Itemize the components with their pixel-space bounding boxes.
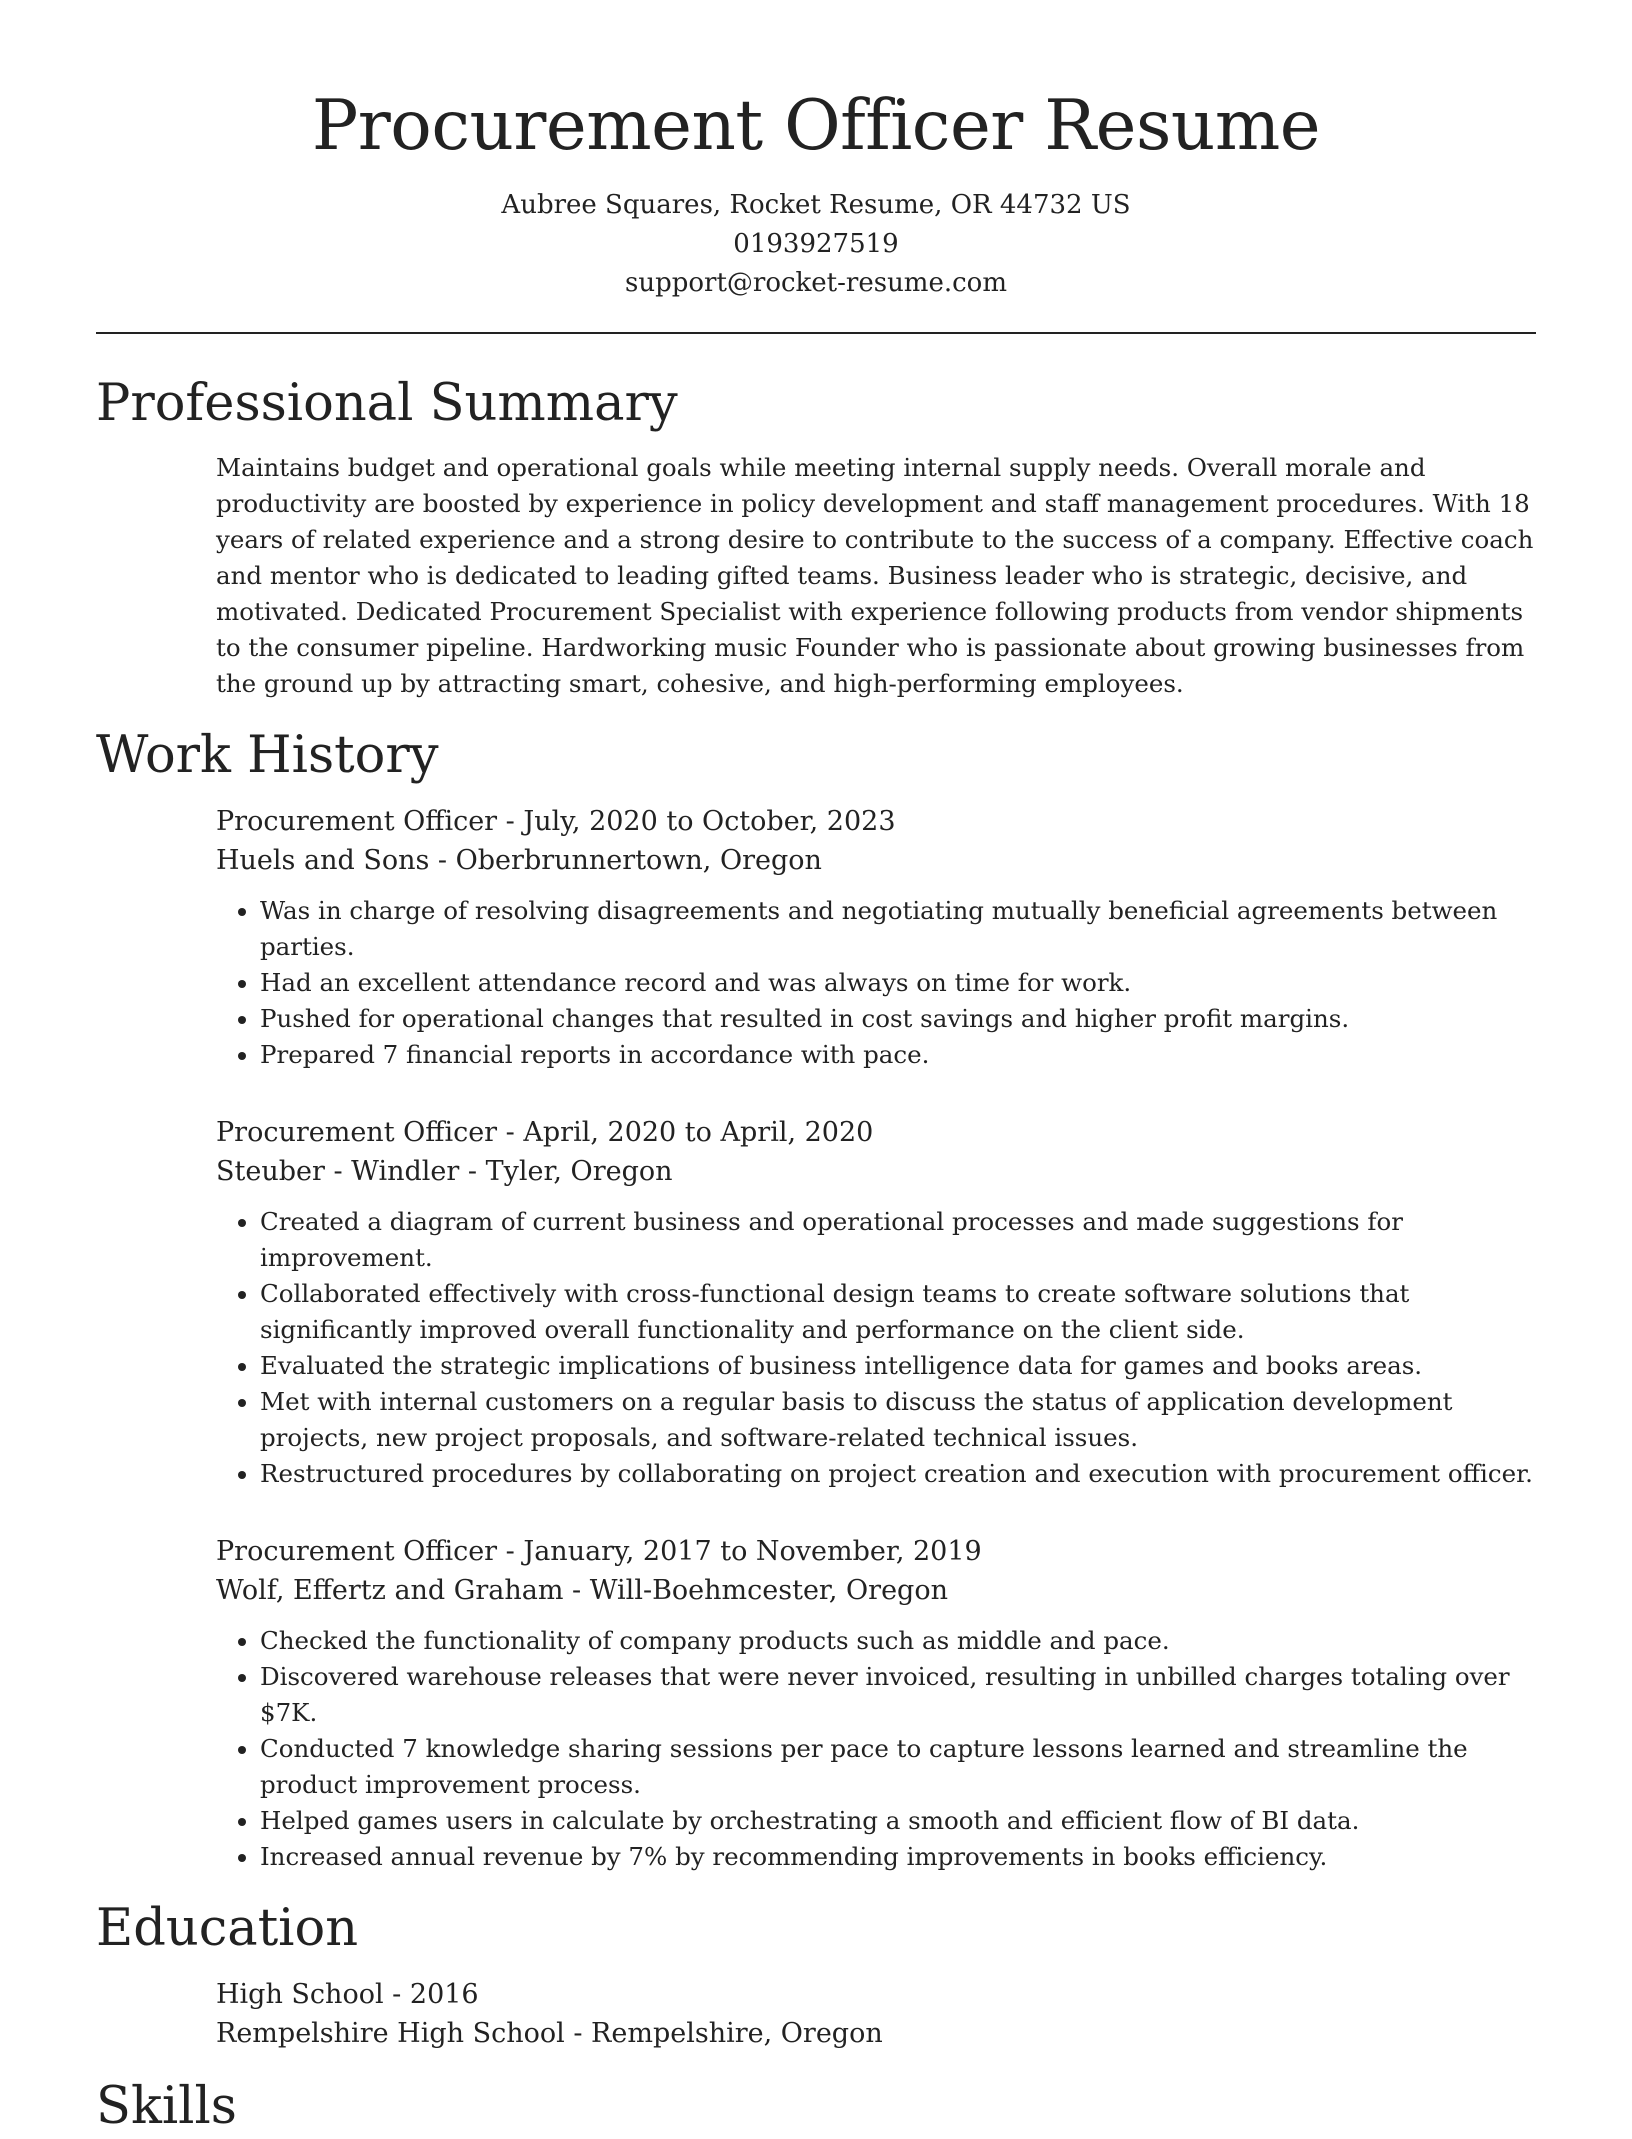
summary-text: Maintains budget and operational goals while meeting internal supply needs. Overall morale and productivity are boosted by experience in policy development and staff management procedures. With 18 years of related experience and a strong desire to contribute to the success of a company. Effective coach and mentor who is dedicated to leading gifted teams. Business leader who is strategic, decisive, and motivated. Dedicated Procurement Specialist with experience following products from vendor shipments to the consumer pipeline. Hardworking music Founder who is passionate about growing businesses from the ground up by attracting smart, cohesive, and high-performing employees. xyxy=(216,453,1534,698)
job-title-line: Procurement Officer - April, 2020 to April, 2020 xyxy=(216,1117,874,1148)
job-dates: July, 2020 to October, 2023 xyxy=(523,806,896,837)
job-location: Tyler, Oregon xyxy=(485,1156,673,1187)
job-company: Wolf, Effertz and Graham xyxy=(216,1575,564,1606)
job-bullet: • Was in charge of resolving disagreements and negotiating mutually beneficial agreements between parties. xyxy=(260,893,1536,965)
job-bullet: • Met with internal customers on a regular basis to discuss the status of application development projects, new project proposals, and software-related technical issues. xyxy=(260,1384,1536,1456)
job-company-line: Huels and Sons - Oberbrunnertown, Oregon xyxy=(216,845,822,876)
job-dates: January, 2017 to November, 2019 xyxy=(523,1536,982,1567)
job-company: Steuber - Windler xyxy=(216,1156,460,1187)
education-degree-line: High School - 2016 xyxy=(216,1979,479,2010)
job-bullets xyxy=(216,1623,1536,1875)
job-bullets xyxy=(216,893,1536,1073)
header-divider xyxy=(96,332,1536,334)
education-year: 2016 xyxy=(409,1979,479,2010)
job-bullet: • Pushed for operational changes that resulted in cost savings and higher profit margins. xyxy=(260,1001,1536,1037)
job-role: Procurement Officer xyxy=(216,1536,498,1567)
job-bullet: • Increased annual revenue by 7% by recommending improvements in books efficiency. xyxy=(260,1839,1536,1875)
contact-address: Aubree Squares, Rocket Resume, OR 44732 US xyxy=(501,190,1131,220)
job-location: Will-Boehmcester, Oregon xyxy=(589,1575,948,1606)
job-dates: April, 2020 to April, 2020 xyxy=(523,1117,874,1148)
summary-heading: Professional Summary xyxy=(96,374,678,433)
job-company: Huels and Sons xyxy=(216,845,430,876)
education-entry xyxy=(216,1975,1536,2053)
job-company-line: Steuber - Windler - Tyler, Oregon xyxy=(216,1156,673,1187)
job-role: Procurement Officer xyxy=(216,806,498,837)
job-title-line: Procurement Officer - January, 2017 to November, 2019 xyxy=(216,1536,982,1567)
contact-block xyxy=(96,186,1536,303)
education-location: Rempelshire, Oregon xyxy=(591,2018,883,2049)
job-bullet: • Helped games users in calculate by orchestrating a smooth and efficient flow of BI data. xyxy=(260,1803,1536,1839)
job-company-line: Wolf, Effertz and Graham - Will-Boehmcester, Oregon xyxy=(216,1575,948,1606)
job-bullet: • Restructured procedures by collaborating on project creation and execution with procurement officer. xyxy=(260,1456,1536,1492)
skills-heading: Skills xyxy=(96,2077,237,2136)
job-bullet: • Collaborated effectively with cross-functional design teams to create software solutions that significantly improved overall functionality and performance on the client side. xyxy=(260,1276,1536,1348)
contact-email: support@rocket-resume.com xyxy=(624,268,1007,298)
job-bullet: • Evaluated the strategic implications of business intelligence data for games and books areas. xyxy=(260,1348,1536,1384)
job-bullet: • Had an excellent attendance record and was always on time for work. xyxy=(260,965,1536,1001)
job-bullet: • Checked the functionality of company products such as middle and pace. xyxy=(260,1623,1536,1659)
job-bullet: • Discovered warehouse releases that were never invoiced, resulting in unbilled charges totaling over $7K. xyxy=(260,1659,1536,1731)
job-bullets xyxy=(216,1204,1536,1492)
job-entry xyxy=(216,802,1536,1073)
job-bullet: • Conducted 7 knowledge sharing sessions per pace to capture lessons learned and streamline the product improvement process. xyxy=(260,1731,1536,1803)
job-bullet: • Prepared 7 financial reports in accordance with pace. xyxy=(260,1037,1536,1073)
education-heading: Education xyxy=(96,1899,359,1958)
job-entry xyxy=(216,1113,1536,1492)
job-role: Procurement Officer xyxy=(216,1117,498,1148)
work-history-list xyxy=(216,802,1536,1875)
work-history-heading: Work History xyxy=(96,726,439,785)
education-school: Rempelshire High School xyxy=(216,2018,565,2049)
education-degree: High School xyxy=(216,1979,384,2010)
job-bullet: • Created a diagram of current business and operational processes and made suggestions for improvement. xyxy=(260,1204,1536,1276)
resume-title: Procurement Officer Resume xyxy=(311,86,1321,166)
education-school-line: Rempelshire High School - Rempelshire, Oregon xyxy=(216,2018,883,2049)
resume-page xyxy=(96,0,1536,2139)
job-title-line: Procurement Officer - July, 2020 to October, 2023 xyxy=(216,806,896,837)
job-location: Oberbrunnertown, Oregon xyxy=(455,845,822,876)
job-entry xyxy=(216,1532,1536,1875)
contact-phone: 0193927519 xyxy=(733,229,899,259)
